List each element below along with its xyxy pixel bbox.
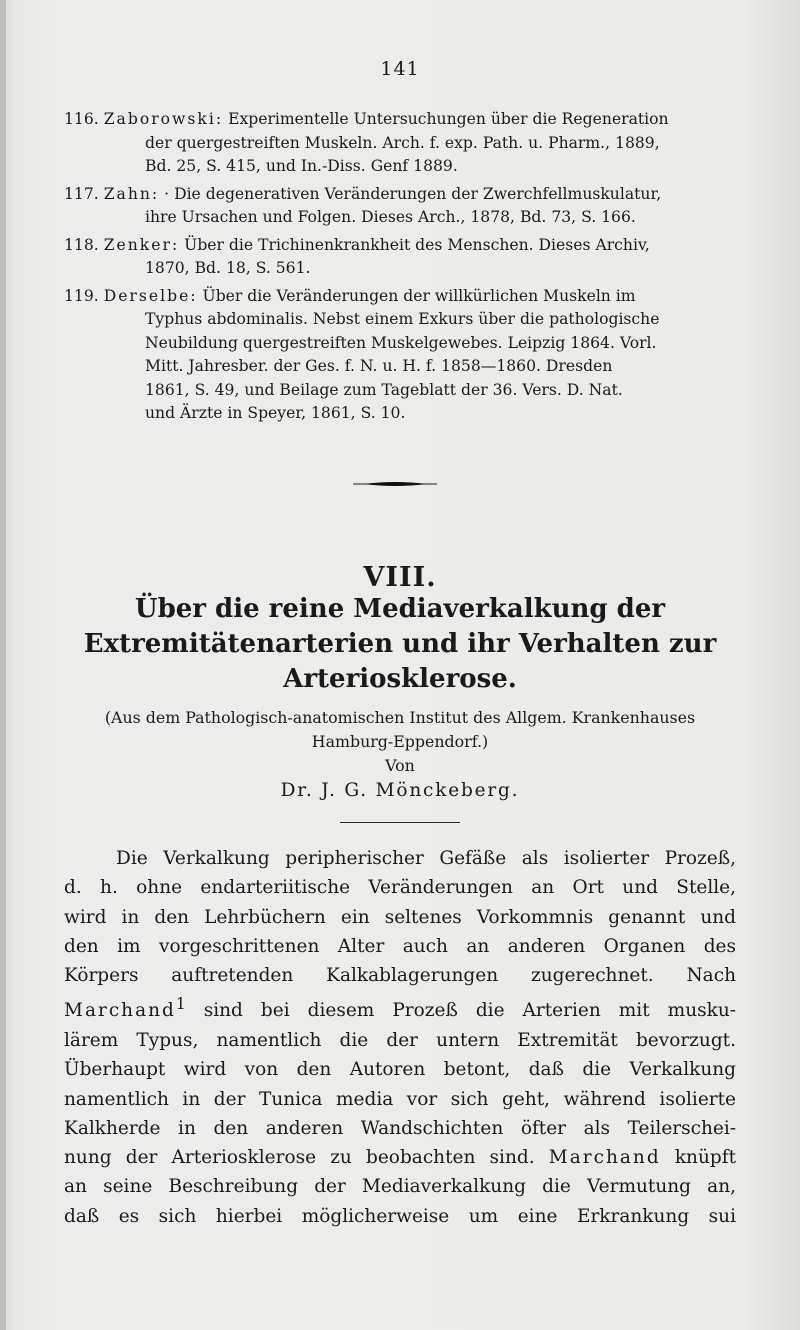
chapter-number: VIII. [363, 562, 437, 593]
reference-author: Zenker: [103, 235, 180, 254]
reference-author: Zahn: [103, 184, 160, 203]
reference-number: 116. [64, 110, 99, 128]
body-line: Überhaupt wird von den Autoren betont, daß die Verkalkung [64, 1059, 736, 1081]
reference-text: Über die Veränderungen der willkürlichen Muskeln im [202, 286, 636, 305]
reference-text: Bd. 25, S. 415, und In.-Diss. Genf 1889. [145, 157, 458, 175]
reference-number: 119. [64, 286, 99, 305]
body-line [64, 990, 736, 1025]
reference-number: 117. [64, 184, 99, 203]
body-line: daß es sich hierbei möglicherweise um eine Erkrankung sui [64, 1205, 736, 1227]
page-number: 141 [380, 58, 420, 80]
body-line: wird in den Lehrbüchern ein seltenes Vorkommnis genannt und [64, 906, 736, 928]
reference-number: 118. [64, 235, 99, 254]
reference-text: 1870, Bd. 18, S. 561. [145, 259, 311, 277]
body-line [64, 1143, 736, 1172]
body-line-text: sind bei diesem Prozeß die Arterien mit musku- [185, 1000, 736, 1022]
article-title [40, 592, 760, 697]
body-line: Die Verkalkung peripherischer Gefäße als isolierter Prozeß, [116, 848, 736, 869]
reference-text: der quergestreiften Muskeln. Arch. f. exp. Path. u. Pharm., 1889, [145, 133, 660, 152]
reference-list [64, 108, 736, 430]
body-line: d. h. ohne endarteriitische Veränderungen an Ort und Stelle, [64, 877, 736, 899]
reference-text: ihre Ursachen und Folgen. Dieses Arch., 1878, Bd. 73, S. 166. [145, 208, 636, 226]
body-line-text: nung der Arteriosklerose zu beobachten sind. [64, 1147, 535, 1169]
reference-text: Neubildung quergestreiften Muskelgewebes. Leipzig 1864. Vorl. [145, 333, 657, 352]
institute-line: Hamburg-Eppendorf.) [311, 732, 489, 751]
reference-text: Experimentelle Untersuchungen über die Regeneration [228, 110, 669, 128]
title-line: Über die reine Mediaverkalkung der [134, 594, 666, 624]
body-line: lärem Typus, namentlich die der untern Extremität bevorzugt. [64, 1029, 736, 1051]
reference-text: 1861, S. 49, und Beilage zum Tageblatt der 36. Vers. D. Nat. [145, 380, 623, 399]
cited-author: Marchand [64, 1000, 176, 1022]
cited-author: Marchand [548, 1147, 661, 1169]
institute-note [50, 706, 750, 754]
body-text [64, 844, 736, 1231]
reference-item [64, 183, 736, 230]
section-ornament-divider [353, 480, 437, 488]
reference-item [64, 285, 736, 426]
reference-text: Typhus abdominalis. Nebst einem Exkurs über die pathologische [145, 310, 660, 328]
reference-author: Zaborowski: [103, 110, 224, 128]
title-line: Arteriosklerose. [283, 664, 517, 694]
title-line: Extremitätenarterien und ihr Verhalten zur [83, 629, 717, 659]
institute-line: (Aus dem Pathologisch-anatomischen Institut des Allgem. Krankenhauses [104, 708, 696, 727]
reference-author: Derselbe: [103, 286, 198, 305]
article-author: Dr. J. G. Mönckeberg. [280, 780, 520, 801]
reference-text: und Ärzte in Speyer, 1861, S. 10. [145, 404, 406, 422]
byline-von: Von [385, 756, 415, 775]
body-line-text: knüpft [660, 1147, 736, 1169]
body-line: Kalkherde in den anderen Wandschichten öfter als Teilerschei- [64, 1117, 736, 1139]
reference-text: Über die Trichinenkrankheit des Menschen. Dieses Archiv, [184, 235, 650, 254]
body-line: namentlich in der Tunica media vor sich geht, während isolierte [64, 1088, 736, 1110]
reference-text: · Die degenerativen Veränderungen der Zwerchfellmuskulatur, [164, 184, 662, 203]
reference-item [64, 234, 736, 281]
body-line: an seine Beschreibung der Mediaverkalkung die Vermutung an, [64, 1176, 736, 1198]
footnote-marker: 1 [175, 995, 186, 1014]
reference-text: Mitt. Jahresber. der Ges. f. N. u. H. f. 1858—1860. Dresden [145, 357, 613, 375]
horizontal-rule [340, 822, 460, 823]
body-line: den im vorgeschrittenen Alter auch an anderen Organen des [64, 935, 736, 957]
page-edge-shadow [0, 0, 6, 1330]
body-line: Körpers auftretenden Kalkablagerungen zugerechnet. Nach [64, 965, 736, 987]
reference-item [64, 108, 736, 179]
